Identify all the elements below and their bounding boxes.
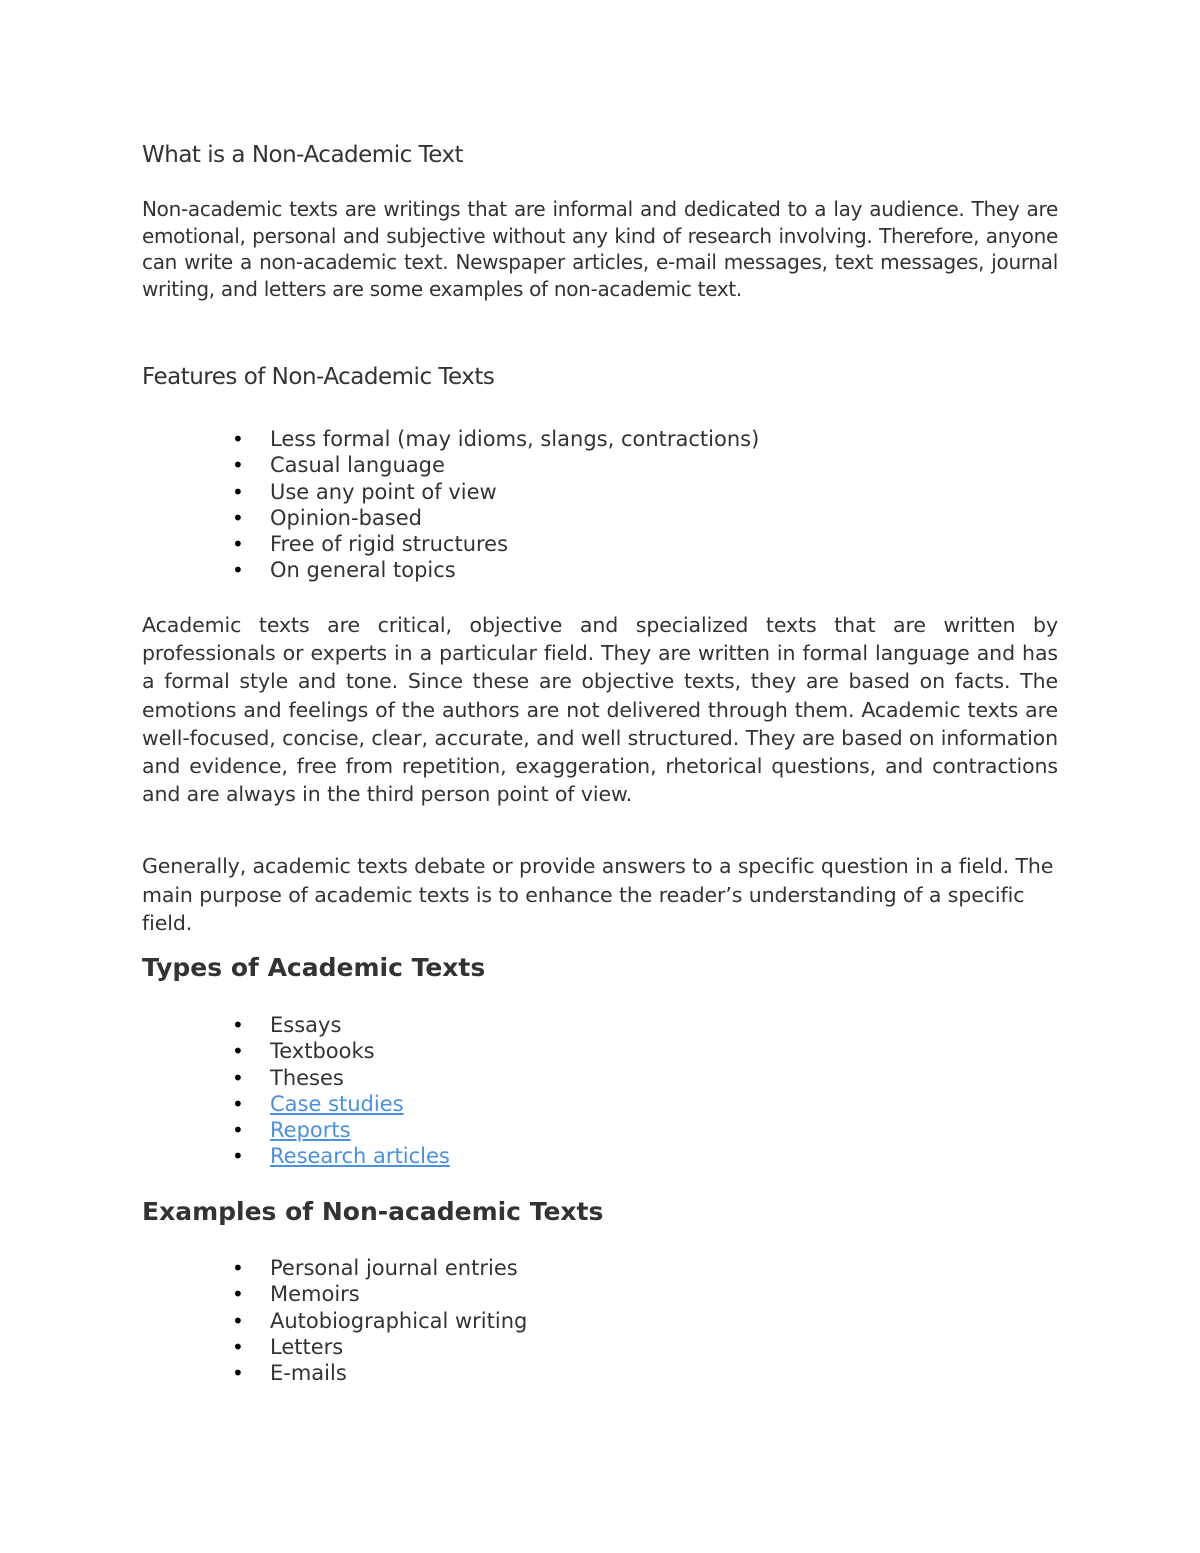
paragraph-non-academic: Non-academic texts are writings that are informal and dedicated to a lay audience. They are emotional, personal and subjective without any kind of research involving. Therefore, anyone can write a non-academic text. Newspaper articles, e-mail messages, text messages, journal writing, and letters are some examples of non-academic text. bbox=[142, 197, 1058, 301]
heading-types: Types of Academic Texts bbox=[142, 953, 486, 982]
list-item: • Casual language bbox=[232, 452, 759, 478]
list-item: • Opinion-based bbox=[232, 505, 759, 531]
paragraph-general: Generally, academic texts debate or provide answers to a specific question in a field. The main purpose of academic texts is to enhance the reader’s understanding of a specific field. bbox=[142, 854, 1054, 935]
list-item: • Autobiographical writing bbox=[232, 1308, 527, 1334]
list-item bbox=[232, 1117, 450, 1143]
paragraph-academic: Academic texts are critical, objective and specialized texts that are written by professionals or experts in a particular field. They are written in formal language and has a formal style and tone. Since these are objective texts, they are based on facts. The emotions and feelings of the authors are not delivered through them. Academic texts are well-focused, concise, clear, accurate, and well structured. They are based on information and evidence, free from repetition, exaggeration, rhetorical questions, and contractions and are always in the third person point of view. bbox=[142, 613, 1058, 807]
list-item: • Textbooks bbox=[232, 1038, 450, 1064]
list-item bbox=[232, 1091, 450, 1117]
list-item: • E-mails bbox=[232, 1360, 527, 1386]
list-item bbox=[232, 1143, 450, 1169]
heading-examples: Examples of Non-academic Texts bbox=[142, 1197, 604, 1226]
heading-non-academic: What is a Non-Academic Text bbox=[142, 142, 464, 168]
link-research-articles[interactable]: Research articles bbox=[270, 1144, 450, 1169]
list-item: • Free of rigid structures bbox=[232, 531, 759, 557]
list-item: • Less formal (may idioms, slangs, contractions) bbox=[232, 426, 759, 452]
types-list bbox=[232, 1012, 450, 1170]
list-item: • On general topics bbox=[232, 557, 759, 583]
link-reports[interactable]: Reports bbox=[270, 1118, 351, 1143]
list-item: • Use any point of view bbox=[232, 479, 759, 505]
list-item: • Personal journal entries bbox=[232, 1255, 527, 1281]
link-case-studies[interactable]: Case studies bbox=[270, 1091, 404, 1116]
heading-features: Features of Non-Academic Texts bbox=[142, 364, 495, 390]
examples-list bbox=[232, 1255, 527, 1386]
list-item: • Essays bbox=[232, 1012, 450, 1038]
list-item: • Theses bbox=[232, 1065, 450, 1091]
list-item: • Memoirs bbox=[232, 1281, 527, 1307]
features-list bbox=[232, 426, 759, 584]
list-item: • Letters bbox=[232, 1334, 527, 1360]
